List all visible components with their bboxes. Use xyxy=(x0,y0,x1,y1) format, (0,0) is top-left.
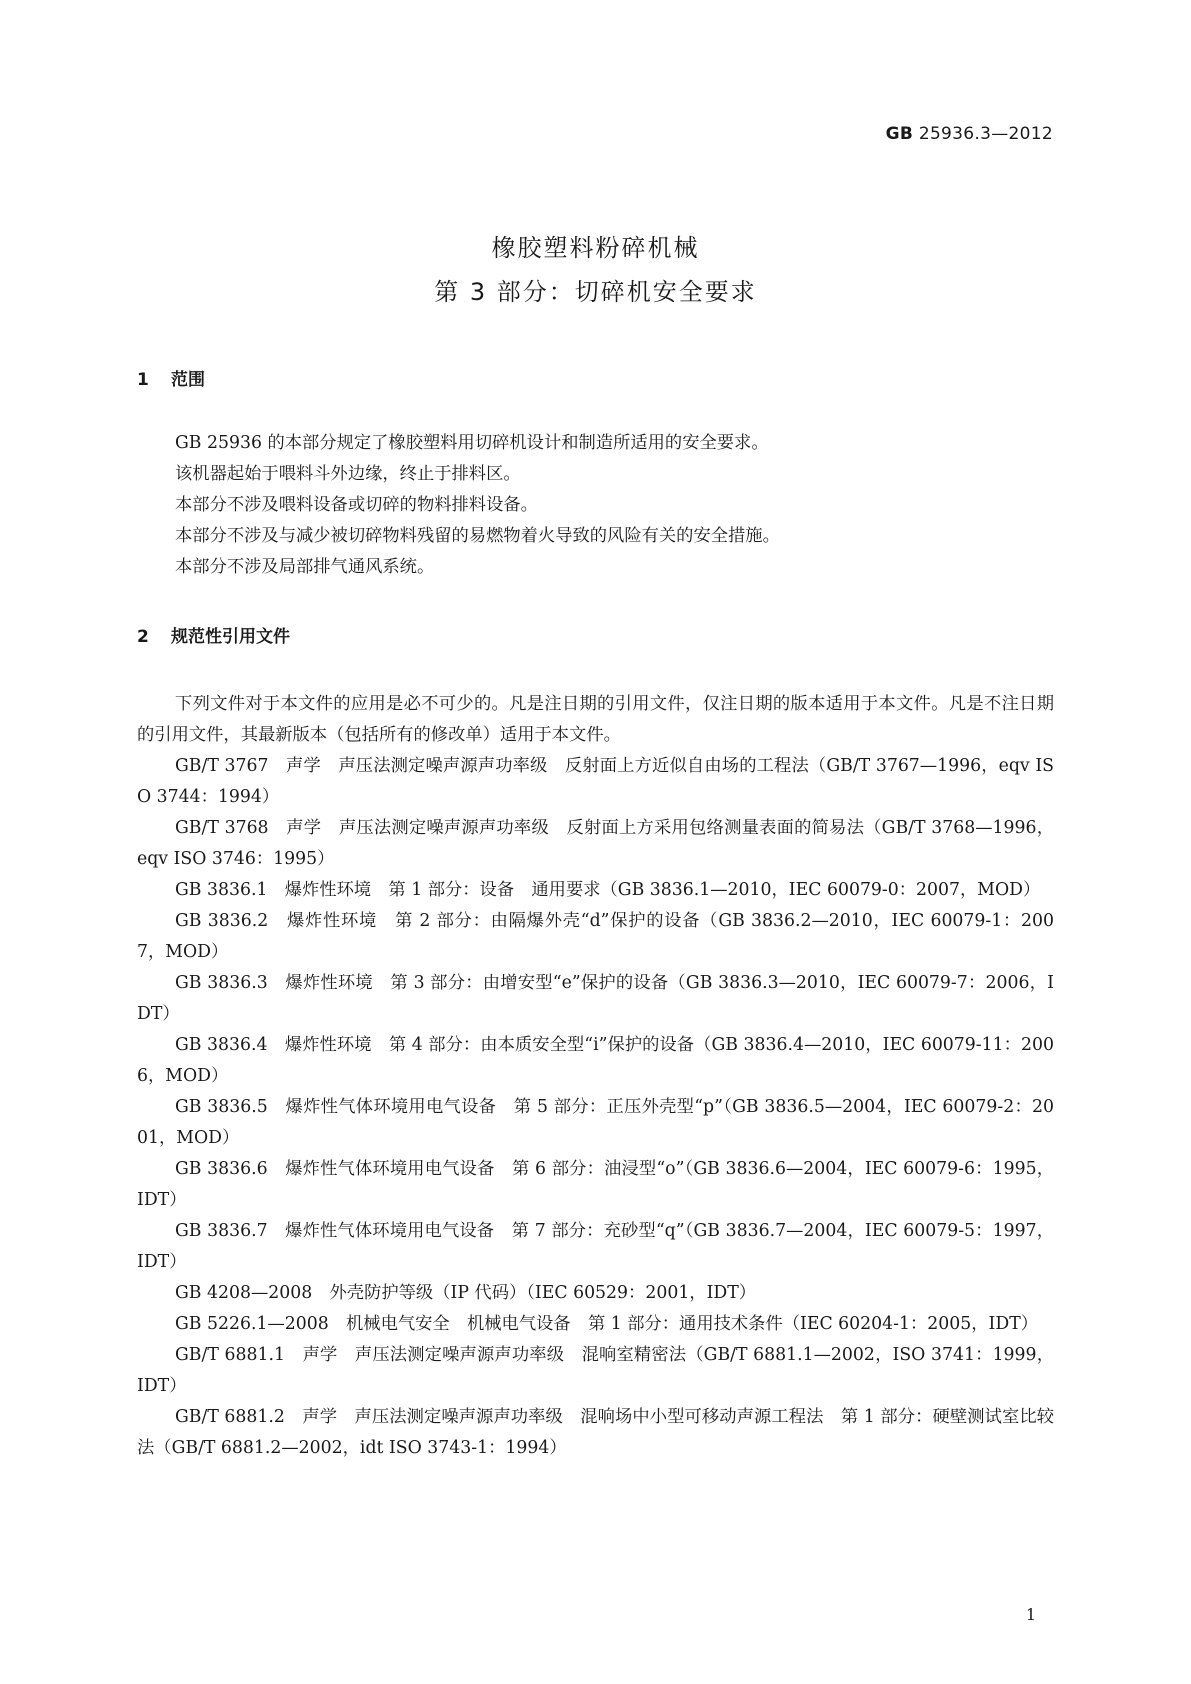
section-heading-scope xyxy=(137,368,1054,392)
reference-entry: GB 3836.2 爆炸性环境 第 2 部分：由隔爆外壳“d”保护的设备（GB 3836.2—2010，IEC 60079-1：2007，MOD） xyxy=(137,911,1054,962)
reference-entry: GB 4208—2008 外壳防护等级（IP 代码）（IEC 60529：2001，IDT） xyxy=(175,1283,757,1303)
reference-entry: GB 3836.5 爆炸性气体环境用电气设备 第 5 部分：正压外壳型“p”（GB 3836.5—2004，IEC 60079-2：2001，MOD） xyxy=(137,1097,1054,1148)
document-body xyxy=(137,368,1054,1464)
reference-entry: GB 3836.4 爆炸性环境 第 4 部分：由本质安全型“i”保护的设备（GB 3836.4—2010，IEC 60079-11：2006，MOD） xyxy=(137,1035,1054,1086)
reference-entry: GB/T 3767 声学 声压法测定噪声源声功率级 反射面上方近似自由场的工程法（GB/T 3767—1996，eqv ISO 3744：1994） xyxy=(137,756,1054,807)
section-heading-normative-references xyxy=(137,625,1054,649)
title-line-main: 橡胶塑料粉碎机械 xyxy=(491,234,700,262)
section-title: 规范性引用文件 xyxy=(171,627,290,647)
reference-entry: GB/T 3768 声学 声压法测定噪声源声功率级 反射面上方采用包络测量表面的简易法（GB/T 3768—1996，eqv ISO 3746：1995） xyxy=(137,818,1054,869)
references-intro: 下列文件对于本文件的应用是必不可少的。凡是注日期的引用文件，仅注日期的版本适用于本文件。凡是不注日期的引用文件，其最新版本（包括所有的修改单）适用于本文件。 xyxy=(137,694,1054,745)
reference-entry: GB/T 6881.1 声学 声压法测定噪声源声功率级 混响室精密法（GB/T 6881.1—2002，ISO 3741：1999，IDT） xyxy=(137,1345,1054,1396)
standard-prefix: GB xyxy=(885,124,914,144)
section-title: 范围 xyxy=(171,370,205,390)
scope-paragraph: 本部分不涉及与减少被切碎物料残留的易燃物着火导致的风险有关的安全措施。 xyxy=(175,526,780,546)
scope-paragraph: 该机器起始于喂料斗外边缘，终止于排料区。 xyxy=(175,464,521,484)
title-line-part: 第 3 部分：切碎机安全要求 xyxy=(434,278,757,306)
section-number: 2 xyxy=(137,627,149,647)
reference-entry: GB 3836.3 爆炸性环境 第 3 部分：由增安型“e”保护的设备（GB 3836.3—2010，IEC 60079-7：2006，IDT） xyxy=(137,973,1054,1024)
standard-code-header xyxy=(886,124,1053,144)
scope-paragraph: GB 25936 的本部分规定了橡胶塑料用切碎机设计和制造所适用的安全要求。 xyxy=(175,433,769,453)
scope-paragraph: 本部分不涉及喂料设备或切碎的物料排料设备。 xyxy=(175,495,538,515)
reference-entry: GB/T 6881.2 声学 声压法测定噪声源声功率级 混响场中小型可移动声源工程法 第 1 部分：硬壁测试室比较法（GB/T 6881.2—2002，idt ISO 3743-1：1994） xyxy=(137,1407,1054,1458)
reference-entry: GB 3836.6 爆炸性气体环境用电气设备 第 6 部分：油浸型“o”（GB 3836.6—2004，IEC 60079-6：1995，IDT） xyxy=(137,1159,1054,1210)
standard-number: 25936.3—2012 xyxy=(918,124,1053,144)
reference-entry: GB 3836.1 爆炸性环境 第 1 部分：设备 通用要求（GB 3836.1—2010，IEC 60079-0：2007，MOD） xyxy=(175,880,1041,900)
document-title xyxy=(0,226,1191,314)
scope-paragraph: 本部分不涉及局部排气通风系统。 xyxy=(175,557,435,577)
reference-entry: GB 3836.7 爆炸性气体环境用电气设备 第 7 部分：充砂型“q”（GB 3836.7—2004，IEC 60079-5：1997，IDT） xyxy=(137,1221,1054,1272)
reference-entry: GB 5226.1—2008 机械电气安全 机械电气设备 第 1 部分：通用技术条件（IEC 60204-1：2005，IDT） xyxy=(175,1314,1039,1334)
section-number: 1 xyxy=(137,370,149,390)
page-number: 1 xyxy=(1025,1605,1036,1624)
